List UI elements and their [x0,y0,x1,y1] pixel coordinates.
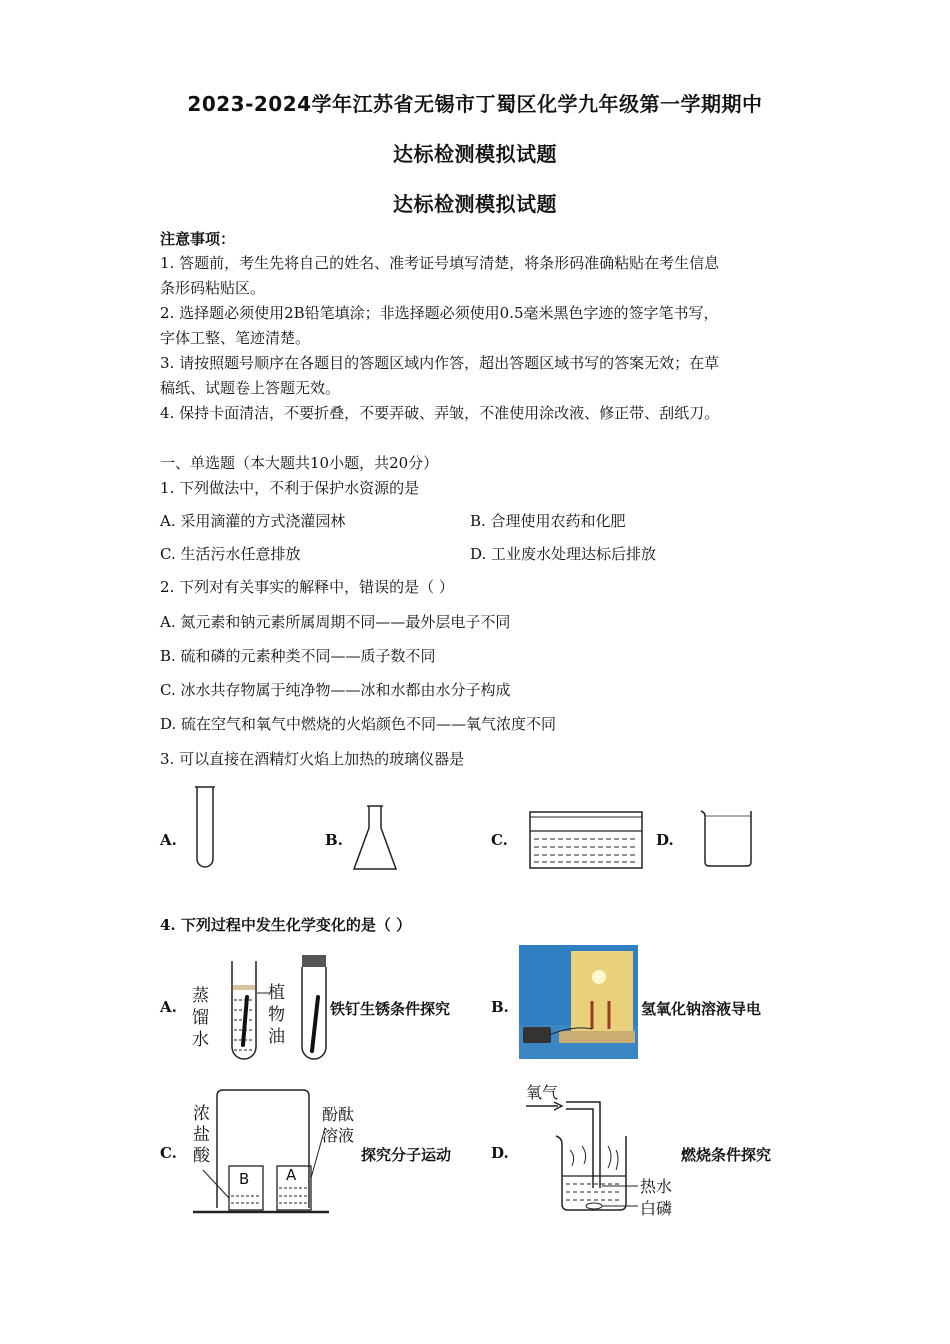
question-3-label-d: D. [656,831,674,849]
page-subtitle-repeat: 达标检测模拟试题 [393,192,557,216]
notice-line: 稿纸、试题卷上答题无效。 [160,379,341,397]
question-4-label-a: A. [160,998,177,1016]
label-char: 蒸 [192,986,209,1006]
question-3-stem: 3. 可以直接在酒精灯火焰上加热的玻璃仪器是 [160,750,465,768]
oxygen-label: 氧气 [526,1083,559,1102]
conical-flask-icon [350,803,400,873]
label-char: 酸 [193,1146,210,1166]
question-4-caption-a: 铁钉生锈条件探究 [330,1000,451,1018]
question-4-label-b: B. [491,998,509,1016]
vegetable-oil-label [268,982,288,1048]
section-heading: 一、单选题（本大题共10小题，共20分） [160,454,439,472]
white-phosphorus-label: 白磷 [640,1199,673,1218]
question-1-option-a: A. 采用滴灌的方式浇灌园林 [160,512,346,530]
label-char: 水 [192,1030,209,1050]
notice-line: 字体工整、笔迹清楚。 [160,329,311,347]
notice-line: 4. 保持卡面清洁，不要折叠，不要弄破、弄皱，不准使用涂改液、修正带、刮纸刀。 [160,404,720,422]
question-4-stem: 4. 下列过程中发生化学变化的是（ ） [160,916,412,934]
hot-water-label: 热水 [640,1177,673,1196]
question-4-caption-b: 氢氧化钠溶液导电 [641,1000,762,1018]
molecular-motion-apparatus-icon [193,1088,333,1216]
question-1-option-c: C. 生活污水任意排放 [160,545,301,563]
label-line: 酚酞 [322,1105,355,1124]
label-line: 溶液 [322,1126,355,1145]
question-4-caption-c: 探究分子运动 [361,1146,452,1164]
beaker-a-label: A [286,1166,297,1184]
question-2-option-c: C. 冰水共存物属于纯净物——冰和水都由水分子构成 [160,681,511,699]
page-title: 2023-2024学年江苏省无锡市丁蜀区化学九年级第一学期期中 [187,92,763,116]
question-2-option-a: A. 氮元素和钠元素所属周期不同——最外层电子不同 [160,613,511,631]
water-trough-icon [528,809,644,871]
test-tube-icon [193,785,217,871]
notice-line: 1. 答题前，考生先将自己的姓名、准考证号填写清楚，将条形码准确粘贴在考生信息 [160,254,720,272]
question-2-option-b: B. 硫和磷的元素种类不同——质子数不同 [160,647,436,665]
question-2-option-d: D. 硫在空气和氧气中燃烧的火焰颜色不同——氧气浓度不同 [160,715,557,733]
notice-heading: 注意事项： [160,230,236,248]
question-4-label-d: D. [491,1144,509,1162]
notice-line: 3. 请按照题号顺序在各题目的答题区域内作答，超出答题区域书写的答案无效；在草 [160,354,720,372]
notice-line: 2. 选择题必须使用2B铅笔填涂；非选择题必须使用0.5毫米黑色字迹的签字笔书写， [160,304,719,322]
question-1-stem: 1. 下列做法中，不利于保护水资源的是 [160,479,420,497]
phenolphthalein-label [322,1104,354,1146]
conductivity-photo [519,945,638,1059]
label-char: 浓 [193,1104,210,1124]
beaker-b-label: B [239,1170,250,1188]
distilled-water-label [192,985,212,1051]
label-char: 馏 [192,1008,209,1028]
notice-line: 条形码粘贴区。 [160,279,266,297]
question-2-stem: 2. 下列对有关事实的解释中，错误的是（ ） [160,578,454,596]
label-char: 物 [268,1005,285,1025]
question-3-label-a: A. [160,831,177,849]
label-char: 盐 [193,1125,210,1145]
question-3-label-b: B. [325,831,343,849]
question-1-option-b: B. 合理使用农药和化肥 [470,512,626,530]
page-subtitle: 达标检测模拟试题 [393,142,557,166]
question-4-caption-d: 燃烧条件探究 [681,1146,772,1164]
question-3-label-c: C. [491,831,508,849]
beaker-icon [698,808,756,870]
question-1-option-d: D. 工业废水处理达标后排放 [470,545,657,563]
question-4-label-c: C. [160,1144,177,1162]
label-char: 植 [268,983,285,1003]
label-char: 油 [268,1027,285,1047]
